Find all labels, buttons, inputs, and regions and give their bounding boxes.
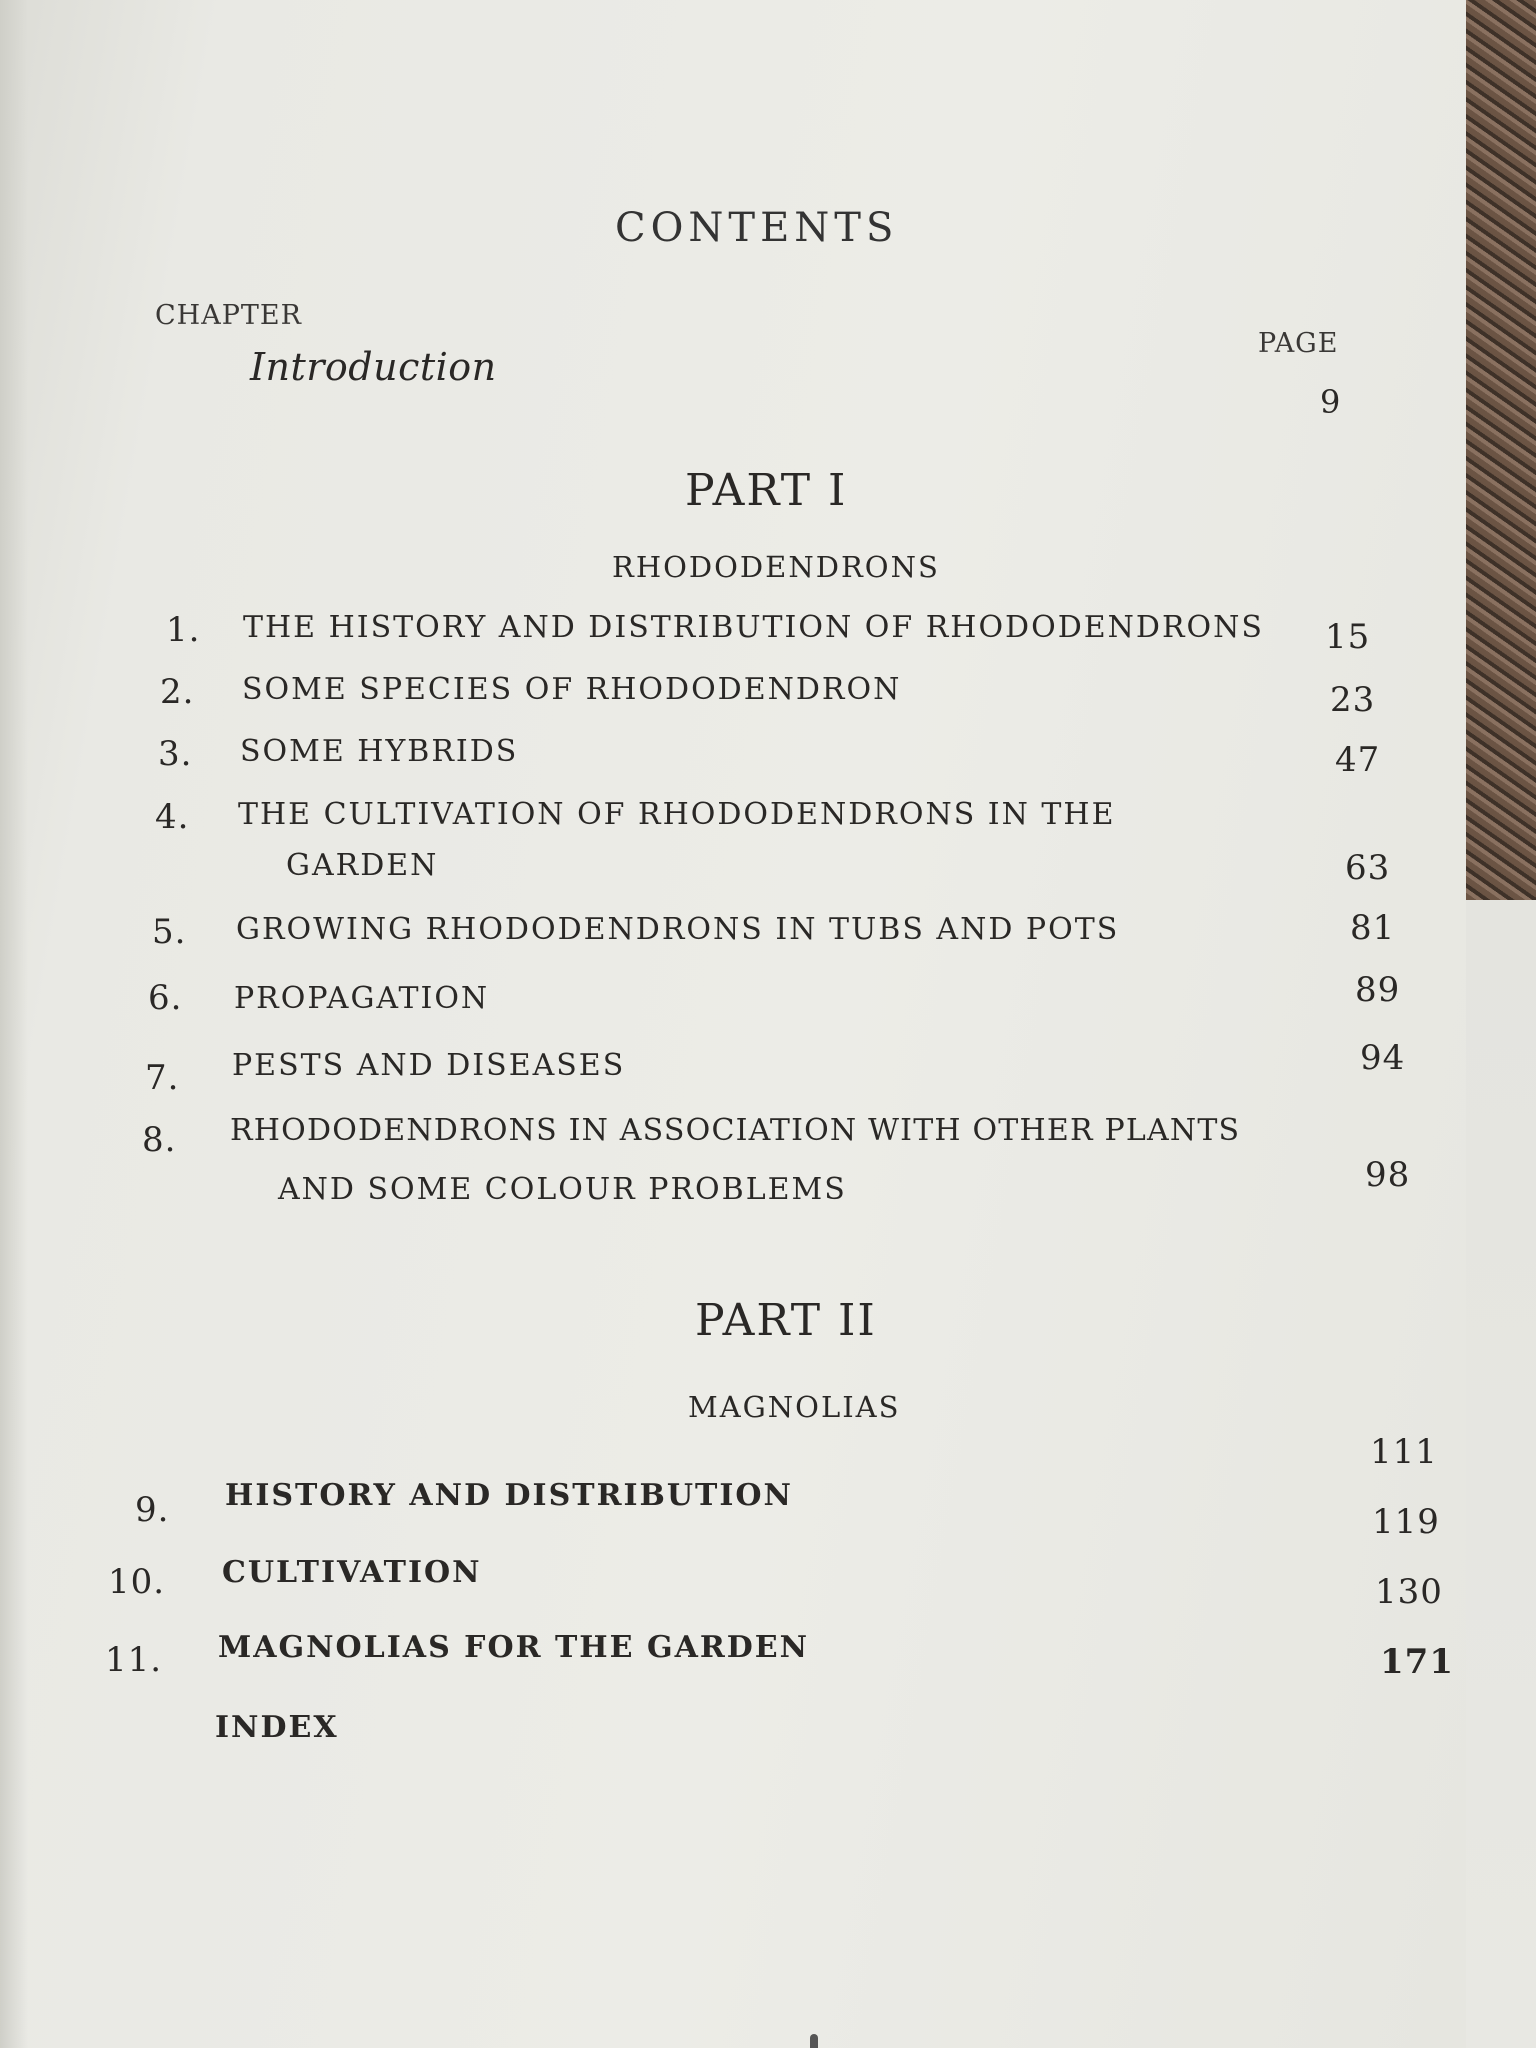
chapter-10-page: 119 xyxy=(1372,1502,1440,1542)
chapter-4-title-line1: THE CULTIVATION OF RHODODENDRONS IN THE xyxy=(238,797,1116,832)
chapter-3-title: SOME HYBRIDS xyxy=(240,734,519,769)
chapter-11-number: 11. xyxy=(105,1640,163,1680)
part-2-heading: PART II xyxy=(695,1295,877,1346)
background-page-edge xyxy=(1466,900,1536,2048)
part-1-heading: PART I xyxy=(685,465,848,516)
chapter-9-title: HISTORY AND DISTRIBUTION xyxy=(225,1478,793,1513)
chapter-3-page: 47 xyxy=(1335,740,1381,780)
index-page: 171 xyxy=(1380,1642,1454,1682)
index-title: INDEX xyxy=(215,1710,339,1745)
chapter-1-title: THE HISTORY AND DISTRIBUTION OF RHODODENDRONS xyxy=(243,610,1264,645)
chapter-4-title-line2: GARDEN xyxy=(286,848,439,883)
chapter-7-number: 7. xyxy=(145,1058,180,1098)
chapter-7-page: 94 xyxy=(1360,1038,1406,1078)
chapter-4-page: 63 xyxy=(1345,848,1391,888)
chapter-7-title: PESTS AND DISEASES xyxy=(232,1048,626,1083)
page-mark xyxy=(810,2034,818,2048)
chapter-8-page: 98 xyxy=(1365,1155,1411,1195)
chapter-6-title: PROPAGATION xyxy=(234,981,490,1016)
contents-title: CONTENTS xyxy=(615,205,899,251)
chapter-1-page: 15 xyxy=(1325,617,1371,657)
background-fabric xyxy=(1466,0,1536,900)
chapter-10-number: 10. xyxy=(108,1562,166,1602)
chapter-6-number: 6. xyxy=(148,978,183,1018)
chapter-8-title-line2: AND SOME COLOUR PROBLEMS xyxy=(278,1172,847,1207)
chapter-3-number: 3. xyxy=(158,734,193,774)
chapter-2-title: SOME SPECIES OF RHODODENDRON xyxy=(242,672,902,707)
chapter-5-number: 5. xyxy=(152,912,187,952)
page-column-header: PAGE xyxy=(1258,328,1339,359)
chapter-1-number: 1. xyxy=(166,610,201,650)
chapter-10-title: CULTIVATION xyxy=(222,1555,482,1590)
chapter-2-number: 2. xyxy=(160,672,195,712)
chapter-8-title-line1: RHODODENDRONS IN ASSOCIATION WITH OTHER PLANTS xyxy=(230,1113,1241,1148)
chapter-9-page: 111 xyxy=(1370,1432,1438,1472)
chapter-4-number: 4. xyxy=(155,797,190,837)
introduction-title: Introduction xyxy=(250,345,497,389)
introduction-page: 9 xyxy=(1320,383,1342,421)
chapter-column-header: CHAPTER xyxy=(155,300,302,331)
chapter-11-page: 130 xyxy=(1375,1572,1443,1612)
chapter-6-page: 89 xyxy=(1355,970,1401,1010)
spine-shadow xyxy=(0,0,28,2048)
part-1-section: RHODODENDRONS xyxy=(612,550,940,584)
chapter-11-title: MAGNOLIAS FOR THE GARDEN xyxy=(218,1630,810,1665)
chapter-2-page: 23 xyxy=(1330,680,1376,720)
part-2-section: MAGNOLIAS xyxy=(688,1390,901,1424)
chapter-8-number: 8. xyxy=(142,1120,177,1160)
chapter-5-page: 81 xyxy=(1350,908,1396,948)
chapter-5-title: GROWING RHODODENDRONS IN TUBS AND POTS xyxy=(236,912,1120,947)
chapter-9-number: 9. xyxy=(135,1490,170,1530)
